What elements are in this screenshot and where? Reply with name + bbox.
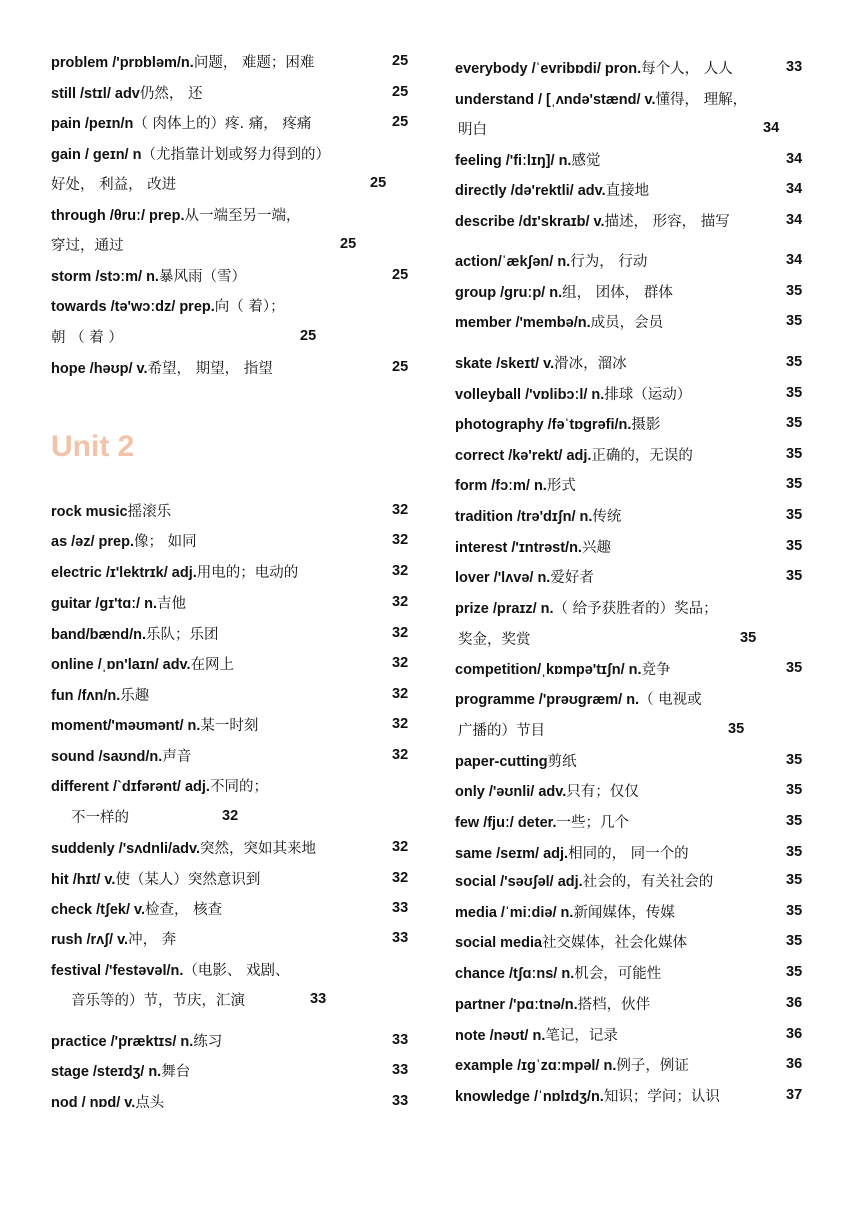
chinese-meaning: 知识；学问；认识 (603, 1089, 720, 1105)
chinese-meaning: 不一样的 (71, 810, 129, 826)
page-number: 37 (786, 1087, 803, 1103)
chinese-meaning: 用电的；电动的 (196, 565, 299, 581)
chinese-meaning: 穿过，通过 (51, 238, 124, 254)
page-number: 25 (370, 175, 387, 191)
vocab-entry (455, 690, 702, 710)
chinese-meaning: 检查， 核查 (145, 902, 223, 918)
chinese-meaning: 传统 (592, 509, 622, 525)
vocab-entry (51, 747, 191, 767)
vocab-entry (455, 354, 627, 374)
page-number: 34 (786, 212, 803, 228)
chinese-meaning: 例子，例证 (616, 1058, 689, 1074)
word-and-pronunciation: through /θruː/ prep. (51, 208, 185, 224)
chinese-meaning: （电影、 戏剧、 (183, 963, 290, 979)
word-and-pronunciation: example /ɪɡˈzɑːmpəl/ n. (455, 1058, 617, 1074)
page-number: 34 (786, 151, 803, 167)
chinese-meaning: 滑冰，溜冰 (554, 356, 627, 372)
page-number: 35 (786, 538, 803, 554)
page-number: 25 (392, 84, 409, 100)
chinese-meaning: 正确的，无误的 (591, 448, 693, 464)
vocab-entry (455, 752, 577, 772)
chinese-meaning: （ 给予获胜者的）奖品； (553, 601, 718, 617)
word-and-pronunciation: partner /'pɑːtnə/n. (455, 997, 578, 1013)
chinese-meaning: 相同的， 同一个的 (568, 846, 689, 862)
page-number: 25 (340, 236, 357, 252)
vocab-entry (51, 175, 176, 195)
chinese-meaning: 冲， 奔 (128, 932, 177, 948)
chinese-meaning: 舞台 (161, 1064, 191, 1080)
vocab-entry (51, 267, 246, 287)
page-number: 35 (728, 721, 745, 737)
page-number: 35 (786, 964, 803, 980)
vocab-entry (455, 385, 691, 405)
vocab-entry (455, 660, 671, 680)
page-number: 25 (300, 328, 317, 344)
chinese-meaning: 好处， 利益， 改进 (51, 177, 177, 193)
word-and-pronunciation: sound /saʊnd/n. (51, 749, 163, 765)
vocab-entry (455, 313, 663, 333)
word-and-pronunciation: festival /'festəvəl/n. (51, 963, 184, 979)
word-and-pronunciation: chance /tʃɑːns/ n. (455, 966, 575, 982)
page-number: 35 (786, 446, 803, 462)
word-and-pronunciation: media /ˈmiːdiə/ n. (455, 905, 574, 921)
chinese-meaning: 组， 团体， 群体 (562, 285, 673, 301)
chinese-meaning: 感觉 (571, 153, 601, 169)
page-number: 36 (786, 1026, 803, 1042)
chinese-meaning: 排球（运动） (604, 387, 692, 403)
vocab-entry (455, 181, 649, 201)
page-number: 35 (786, 568, 803, 584)
page-number: 32 (392, 716, 409, 732)
chinese-meaning: 明白 (458, 122, 487, 138)
vocab-entry (455, 415, 660, 435)
vocab-entry (455, 476, 576, 496)
vocab-entry (455, 283, 673, 303)
vocab-entry (51, 359, 273, 379)
page-number: 32 (392, 686, 409, 702)
word-and-pronunciation: member /'membə/n. (455, 315, 591, 331)
word-and-pronunciation: correct /kə'rekt/ adj. (455, 448, 592, 464)
chinese-meaning: 希望， 期望， 指望 (147, 361, 273, 377)
chinese-meaning: 摄影 (631, 417, 661, 433)
word-and-pronunciation: gain / geɪn/ n (51, 147, 142, 163)
page-number: 33 (310, 991, 327, 1007)
vocab-entry (51, 839, 316, 859)
chinese-meaning: 朝 （ 着 ） (51, 330, 123, 346)
word-and-pronunciation: social /'səʊʃəl/ adj. (455, 874, 583, 890)
page-number: 33 (392, 1062, 409, 1078)
vocab-entry (455, 90, 747, 110)
vocab-entry (51, 716, 258, 736)
chinese-meaning: 懂得， 理解， (655, 92, 748, 108)
vocab-entry (51, 625, 219, 645)
vocab-entry (51, 502, 171, 522)
chinese-meaning: 音乐等的）节，节庆，汇演 (71, 993, 245, 1009)
page-number: 32 (392, 563, 409, 579)
page-number: 33 (392, 1093, 409, 1109)
page-number: 35 (786, 507, 803, 523)
word-and-pronunciation: practice /'præktɪs/ n. (51, 1034, 194, 1050)
chinese-meaning: 笔记，记录 (545, 1028, 618, 1044)
word-and-pronunciation: problem /'prɒbləm/n. (51, 55, 194, 71)
chinese-meaning: （ 肉体上的）疼. 痛， 疼痛 (133, 116, 312, 132)
chinese-meaning: 新闻媒体，传媒 (573, 905, 675, 921)
page-number: 32 (392, 502, 409, 518)
word-and-pronunciation: stage /steɪdʒ/ n. (51, 1064, 162, 1080)
word-and-pronunciation: different /`dɪfərənt/ adj. (51, 779, 210, 795)
page-number: 35 (786, 813, 803, 829)
vocab-entry (458, 120, 487, 140)
vocab-entry (51, 777, 268, 797)
word-and-pronunciation: guitar /ɡɪ'tɑː/ n. (51, 596, 157, 612)
chinese-meaning: 形式 (546, 478, 576, 494)
vocab-entry (51, 84, 203, 104)
vocab-entry (455, 933, 687, 953)
page-number: 35 (786, 476, 803, 492)
vocab-entry (455, 507, 621, 527)
word-and-pronunciation: competition/ˌkɒmpə'tɪʃn/ n. (455, 662, 642, 678)
chinese-meaning: 广播的）节目 (458, 723, 545, 739)
chinese-meaning: 机会，可能性 (574, 966, 662, 982)
word-and-pronunciation: prize /praɪz/ n. (455, 601, 554, 617)
page-number: 33 (392, 900, 409, 916)
page-number: 32 (392, 839, 409, 855)
chinese-meaning: （尤指靠计划或努力得到的） (141, 147, 330, 163)
chinese-meaning: 从一端至另一端， (184, 208, 301, 224)
word-and-pronunciation: suddenly /'sʌdnli/adv. (51, 841, 201, 857)
word-and-pronunciation: moment/'məʊmənt/ n. (51, 718, 201, 734)
chinese-meaning: 摇滚乐 (127, 504, 172, 520)
page-number: 32 (392, 532, 409, 548)
word-and-pronunciation: feeling /'fiːlɪŋ]/ n. (455, 153, 572, 169)
word-and-pronunciation: lover /'lʌvə/ n. (455, 570, 551, 586)
page-number: 32 (392, 870, 409, 886)
word-and-pronunciation: knowledge /ˈnɒlɪdʒ/n. (455, 1089, 604, 1105)
vocab-entry (455, 59, 733, 79)
word-and-pronunciation: towards /tə'wɔːdz/ prep. (51, 299, 215, 315)
page-number: 35 (786, 660, 803, 676)
page-number: 25 (392, 53, 409, 69)
word-and-pronunciation: nod / nɒd/ v. (51, 1095, 136, 1111)
vocab-entry (455, 995, 650, 1015)
vocab-entry (455, 903, 675, 923)
chinese-meaning: 不同的； (209, 779, 268, 795)
vocab-entry (455, 599, 718, 619)
vocab-entry (51, 206, 301, 226)
page-number: 32 (392, 625, 409, 641)
page-number: 35 (786, 283, 803, 299)
word-and-pronunciation: electric /ɪ'lektrɪk/ adj. (51, 565, 197, 581)
chinese-meaning: 像； 如同 (134, 534, 197, 550)
page-number: 35 (786, 903, 803, 919)
vocab-entry (455, 568, 594, 588)
page-number: 32 (222, 808, 239, 824)
page-number: 35 (740, 630, 757, 646)
vocab-entry (455, 813, 629, 833)
page-number: 33 (392, 1032, 409, 1048)
word-and-pronunciation: form /fɔːm/ n. (455, 478, 547, 494)
chinese-meaning: 奖金，奖赏 (458, 632, 531, 648)
word-and-pronunciation: programme /'prəʊɡræm/ n. (455, 692, 640, 708)
chinese-meaning: 描述， 形容， 描写 (604, 214, 730, 230)
vocab-entry (455, 151, 600, 171)
vocab-entry (455, 212, 730, 232)
word-and-pronunciation: rock music (51, 504, 128, 520)
word-and-pronunciation: group /ɡruːp/ n. (455, 285, 563, 301)
page-number: 35 (786, 313, 803, 329)
chinese-meaning: 仍然， 还 (139, 86, 203, 102)
page-number: 25 (392, 359, 409, 375)
vocab-entry (455, 872, 713, 892)
chinese-meaning: 社交媒体，社会化媒体 (542, 935, 688, 951)
word-and-pronunciation: interest /'ɪntrəst/n. (455, 540, 582, 556)
word-and-pronunciation: pain /peɪn/n (51, 116, 134, 132)
page-number: 25 (392, 267, 409, 283)
vocab-entry (51, 655, 234, 675)
vocab-entry (455, 446, 693, 466)
word-and-pronunciation: check /tʃek/ v. (51, 902, 146, 918)
chinese-meaning: （ 电视或 (639, 692, 702, 708)
word-and-pronunciation: everybody /ˈevribɒdi/ pron. (455, 61, 642, 77)
vocab-entry (455, 964, 661, 984)
vocab-entry (51, 870, 260, 890)
word-and-pronunciation: as /əz/ prep. (51, 534, 135, 550)
word-and-pronunciation: storm /stɔːm/ n. (51, 269, 159, 285)
chinese-meaning: 竞争 (641, 662, 671, 678)
chinese-meaning: 每个人， 人人 (641, 61, 733, 77)
vocab-entry (71, 808, 129, 828)
vocab-entry (51, 532, 197, 552)
chinese-meaning: 暴风雨（雪） (158, 269, 246, 285)
page-number: 32 (392, 594, 409, 610)
page-number: 36 (786, 1056, 803, 1072)
word-and-pronunciation: directly /də'rektli/ adv. (455, 183, 606, 199)
word-and-pronunciation: band/bænd/n. (51, 627, 147, 643)
vocab-entry (51, 594, 186, 614)
vocab-entry (455, 1056, 689, 1076)
vocab-entry (51, 114, 311, 134)
vocab-entry (51, 328, 123, 348)
chinese-meaning: 声音 (162, 749, 192, 765)
chinese-meaning: 在网上 (190, 657, 235, 673)
chinese-meaning: 社会的，有关社会的 (582, 874, 714, 890)
vocab-entry (455, 1087, 720, 1107)
page-number: 34 (786, 181, 803, 197)
word-and-pronunciation: rush /rʌʃ/ v. (51, 932, 129, 948)
vocab-entry (51, 900, 222, 920)
vocab-entry (71, 991, 245, 1011)
vocab-entry (51, 563, 298, 583)
word-and-pronunciation: hit /hɪt/ v. (51, 872, 116, 888)
word-and-pronunciation: online /ˌɒn'laɪn/ adv. (51, 657, 191, 673)
chinese-meaning: 成员，会员 (590, 315, 664, 331)
vocab-entry (51, 930, 176, 950)
word-and-pronunciation: tradition /trə'dɪʃn/ n. (455, 509, 593, 525)
chinese-meaning: 向（ 着）； (214, 299, 285, 315)
chinese-meaning: 乐队；乐团 (146, 627, 219, 643)
vocab-entry (455, 1026, 618, 1046)
chinese-meaning: 剪纸 (547, 754, 577, 770)
page-number: 35 (786, 872, 803, 888)
vocab-entry (51, 145, 330, 165)
word-and-pronunciation: understand / [ˌʌndə'stænd/ v. (455, 92, 656, 108)
vocab-entry (51, 961, 290, 981)
page-number: 35 (786, 933, 803, 949)
word-and-pronunciation: few /fjuː/ deter. (455, 815, 557, 831)
word-and-pronunciation: fun /fʌn/n. (51, 688, 121, 704)
chinese-meaning: 一些；几个 (556, 815, 630, 831)
unit-heading: Unit 2 (51, 430, 135, 463)
page-number: 35 (786, 752, 803, 768)
word-and-pronunciation: skate /skeɪt/ v. (455, 356, 555, 372)
vocab-entry (455, 782, 639, 802)
page-number: 25 (392, 114, 409, 130)
page-number: 35 (786, 354, 803, 370)
vocab-entry (455, 538, 611, 558)
vocab-entry (51, 1093, 164, 1113)
page-number: 32 (392, 655, 409, 671)
page-number: 35 (786, 415, 803, 431)
page-number: 34 (786, 252, 803, 268)
word-and-pronunciation: describe /dɪ'skraɪb/ v. (455, 214, 605, 230)
chinese-meaning: 练习 (193, 1034, 223, 1050)
page-number: 34 (763, 120, 780, 136)
vocab-entry (455, 844, 689, 864)
vocab-entry (51, 1062, 190, 1082)
word-and-pronunciation: photography /fəˈtɒɡrəfi/n. (455, 417, 632, 433)
page-number: 35 (786, 782, 803, 798)
word-and-pronunciation: same /seɪm/ adj. (455, 846, 569, 862)
page-number: 35 (786, 385, 803, 401)
word-and-pronunciation: paper-cutting (455, 754, 548, 770)
chinese-meaning: 问题， 难题；困难 (193, 55, 315, 71)
word-and-pronunciation: social media (455, 935, 543, 951)
vocab-entry (458, 721, 545, 741)
chinese-meaning: 只有；仅仅 (566, 784, 639, 800)
chinese-meaning: 吉他 (156, 596, 186, 612)
vocab-entry (51, 236, 124, 256)
vocab-entry (51, 686, 149, 706)
vocab-entry (51, 1032, 222, 1052)
chinese-meaning: 搭档，伙伴 (577, 997, 651, 1013)
chinese-meaning: 乐趣 (120, 688, 150, 704)
word-and-pronunciation: still /stɪl/ adv (51, 86, 140, 102)
word-and-pronunciation: hope /həʊp/ v. (51, 361, 148, 377)
page-number: 33 (786, 59, 803, 75)
word-and-pronunciation: volleyball /'vɒlibɔːl/ n. (455, 387, 605, 403)
page-number: 35 (786, 844, 803, 860)
word-and-pronunciation: only /'əʊnli/ adv. (455, 784, 567, 800)
chinese-meaning: 某一时刻 (200, 718, 259, 734)
chinese-meaning: 突然，突如其来地 (200, 841, 317, 857)
page-number: 32 (392, 747, 409, 763)
vocab-entry (51, 53, 314, 73)
chinese-meaning: 点头 (135, 1095, 165, 1111)
chinese-meaning: 直接地 (605, 183, 650, 199)
vocab-entry (455, 252, 647, 272)
vocab-entry (51, 297, 285, 317)
chinese-meaning: 爱好者 (550, 570, 594, 586)
page-number: 33 (392, 930, 409, 946)
chinese-meaning: 兴趣 (581, 540, 611, 556)
vocab-entry (458, 630, 531, 650)
page-number: 36 (786, 995, 803, 1011)
word-and-pronunciation: action/ˈækʃən/ n. (455, 254, 571, 270)
chinese-meaning: 使（某人）突然意识到 (115, 872, 261, 888)
chinese-meaning: 行为， 行动 (570, 254, 648, 270)
word-and-pronunciation: note /nəʊt/ n. (455, 1028, 546, 1044)
